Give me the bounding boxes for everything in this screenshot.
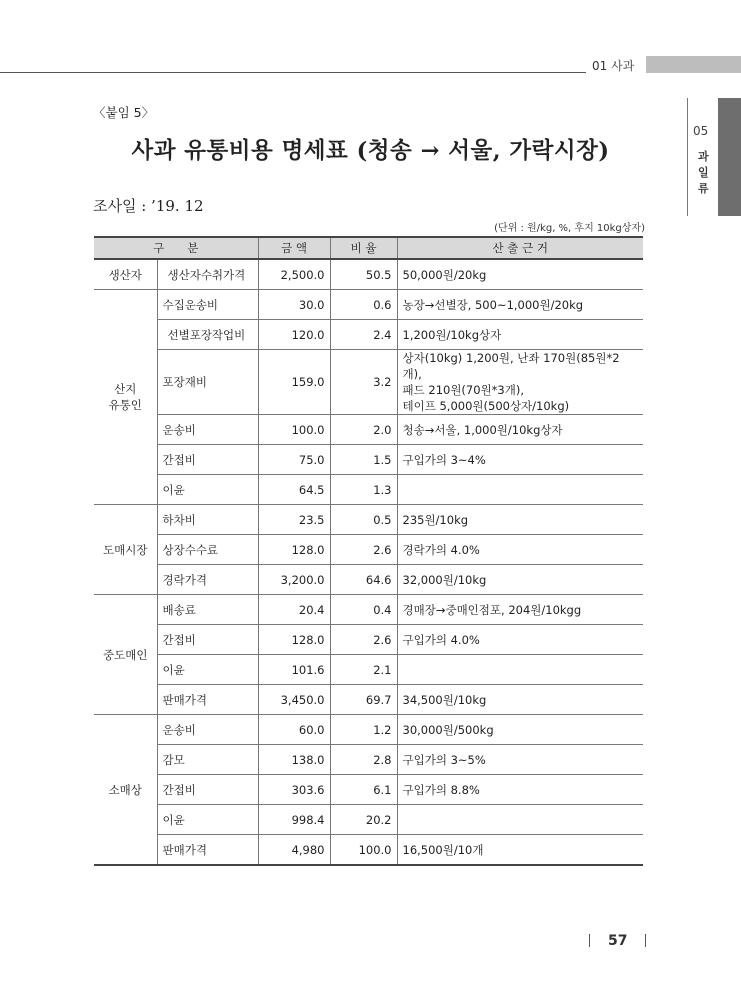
group-label: 도매시장 [94, 505, 157, 595]
item-cell: 이윤 [157, 475, 258, 505]
table-row [94, 505, 643, 535]
item-cell: 운송비 [157, 715, 258, 745]
survey-date: 조사일 : ’19. 12 [93, 197, 204, 215]
basis-cell: 16,500원/10개 [397, 835, 643, 866]
amount-cell: 303.6 [258, 775, 330, 805]
item-cell: 간접비 [157, 445, 258, 475]
chapter-char-2: 일 [698, 166, 709, 179]
header-amount: 금 액 [258, 237, 330, 259]
cost-table [94, 236, 643, 866]
basis-cell: 구입가의 4.0% [397, 625, 643, 655]
amount-cell: 20.4 [258, 595, 330, 625]
item-cell: 생산자수취가격 [157, 259, 258, 290]
ratio-cell: 2.8 [330, 745, 397, 775]
header-bar [646, 56, 741, 73]
annex-label: 〈붙임 5〉 [93, 105, 155, 120]
table-row [94, 445, 643, 475]
section-label: 01 사과 [592, 59, 635, 73]
table-row [94, 415, 643, 445]
group-label: 소매상 [94, 715, 157, 866]
ratio-cell: 0.5 [330, 505, 397, 535]
table-row [94, 565, 643, 595]
page-title: 사과 유통비용 명세표 (청송 → 서울, 가락시장) [131, 138, 610, 164]
ratio-cell: 2.4 [330, 320, 397, 350]
table-row [94, 595, 643, 625]
unit-note: (단위 : 원/kg, %, 후지 10kg상자) [494, 223, 645, 234]
amount-cell: 101.6 [258, 655, 330, 685]
ratio-cell: 2.6 [330, 535, 397, 565]
page-number: 57 [608, 933, 628, 949]
item-cell: 판매가격 [157, 835, 258, 866]
item-cell: 간접비 [157, 625, 258, 655]
amount-cell: 159.0 [258, 350, 330, 415]
item-cell: 감모 [157, 745, 258, 775]
item-cell: 수집운송비 [157, 290, 258, 320]
ratio-cell: 69.7 [330, 685, 397, 715]
amount-cell: 128.0 [258, 535, 330, 565]
ratio-cell: 1.2 [330, 715, 397, 745]
basis-cell: 구입가의 3~5% [397, 745, 643, 775]
group-label: 중도매인 [94, 595, 157, 715]
ratio-cell: 50.5 [330, 259, 397, 290]
footer-bar-right [645, 934, 646, 947]
item-cell: 경락가격 [157, 565, 258, 595]
basis-cell: 34,500원/10kg [397, 685, 643, 715]
group-label: 생산자 [94, 259, 157, 290]
ratio-cell: 1.3 [330, 475, 397, 505]
item-cell: 이윤 [157, 655, 258, 685]
ratio-cell: 1.5 [330, 445, 397, 475]
basis-cell [397, 805, 643, 835]
ratio-cell: 20.2 [330, 805, 397, 835]
amount-cell: 4,980 [258, 835, 330, 866]
ratio-cell: 64.6 [330, 565, 397, 595]
amount-cell: 100.0 [258, 415, 330, 445]
basis-cell: 32,000원/10kg [397, 565, 643, 595]
ratio-cell: 2.0 [330, 415, 397, 445]
item-cell: 운송비 [157, 415, 258, 445]
item-cell: 포장재비 [157, 350, 258, 415]
amount-cell: 138.0 [258, 745, 330, 775]
table-row [94, 290, 643, 320]
header-basis: 산 출 근 거 [397, 237, 643, 259]
table-row [94, 655, 643, 685]
amount-cell: 3,450.0 [258, 685, 330, 715]
basis-cell: 50,000원/20kg [397, 259, 643, 290]
ratio-cell: 3.2 [330, 350, 397, 415]
table-header-row [94, 237, 643, 259]
item-cell: 간접비 [157, 775, 258, 805]
table-row [94, 625, 643, 655]
ratio-cell: 2.1 [330, 655, 397, 685]
table-row [94, 775, 643, 805]
table-row [94, 350, 643, 415]
header-category: 구 분 [94, 237, 258, 259]
amount-cell: 120.0 [258, 320, 330, 350]
basis-cell: 235원/10kg [397, 505, 643, 535]
item-cell: 판매가격 [157, 685, 258, 715]
table-row [94, 715, 643, 745]
header-ratio: 비 율 [330, 237, 397, 259]
table-row [94, 745, 643, 775]
amount-cell: 60.0 [258, 715, 330, 745]
footer-bar-left [589, 934, 590, 947]
header-rule [0, 72, 586, 73]
table-row [94, 805, 643, 835]
ratio-cell: 6.1 [330, 775, 397, 805]
amount-cell: 2,500.0 [258, 259, 330, 290]
amount-cell: 64.5 [258, 475, 330, 505]
amount-cell: 23.5 [258, 505, 330, 535]
ratio-cell: 2.6 [330, 625, 397, 655]
item-cell: 상장수수료 [157, 535, 258, 565]
group-label: 산지 유통인 [94, 290, 157, 505]
basis-cell [397, 655, 643, 685]
table-row [94, 835, 643, 866]
basis-cell: 경락가의 4.0% [397, 535, 643, 565]
basis-cell: 청송→서울, 1,000원/10kg상자 [397, 415, 643, 445]
amount-cell: 3,200.0 [258, 565, 330, 595]
table-row [94, 685, 643, 715]
item-cell: 하차비 [157, 505, 258, 535]
ratio-cell: 0.6 [330, 290, 397, 320]
table-row [94, 535, 643, 565]
amount-cell: 128.0 [258, 625, 330, 655]
basis-cell [397, 475, 643, 505]
basis-cell: 구입가의 8.8% [397, 775, 643, 805]
ratio-cell: 100.0 [330, 835, 397, 866]
basis-cell: 농장→선별장, 500~1,000원/20kg [397, 290, 643, 320]
table-row [94, 475, 643, 505]
basis-cell: 1,200원/10kg상자 [397, 320, 643, 350]
item-cell: 선별포장작업비 [157, 320, 258, 350]
basis-cell: 상자(10kg) 1,200원, 난좌 170원(85원*2개), 패드 210원(70원*3개), 테이프 5,000원(500상자/10kg) [397, 350, 643, 415]
table-row [94, 259, 643, 290]
amount-cell: 998.4 [258, 805, 330, 835]
table-body [94, 259, 643, 865]
ratio-cell: 0.4 [330, 595, 397, 625]
basis-cell: 경매장→중매인점포, 204원/10kgg [397, 595, 643, 625]
item-cell: 배송료 [157, 595, 258, 625]
amount-cell: 30.0 [258, 290, 330, 320]
amount-cell: 75.0 [258, 445, 330, 475]
chapter-char-3: 류 [698, 182, 709, 195]
chapter-number: 05 [693, 124, 709, 138]
table-row [94, 320, 643, 350]
basis-cell: 구입가의 3~4% [397, 445, 643, 475]
basis-cell: 30,000원/500kg [397, 715, 643, 745]
chapter-char-1: 과 [698, 150, 709, 163]
item-cell: 이윤 [157, 805, 258, 835]
